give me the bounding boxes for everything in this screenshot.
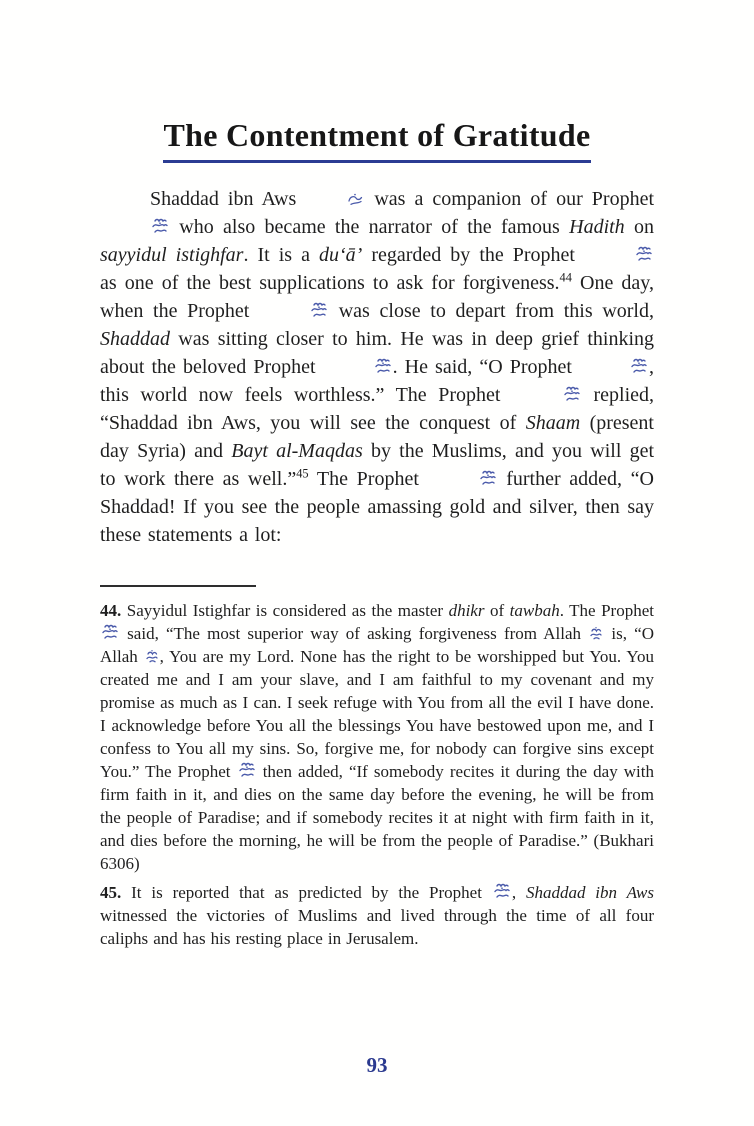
footnote-45: 45. It is reported that as predicted by the Prophet , Shaddad ibn Aws witnessed the victories of Muslims and lived through the time of all four caliphs and has his resting place in Jerusalem. [100, 882, 654, 948]
saw-honorific-icon [493, 882, 511, 901]
saw-honorific-icon [101, 217, 169, 236]
saw-honorific-icon [101, 623, 119, 642]
saw-honorific-icon [324, 357, 392, 376]
page-number: 93 [366, 1053, 388, 1077]
footnote-44: 44. Sayyidul Istighfar is considered as the master dhikr of tawbah. The Prophet said, “The most superior way of asking forgiveness from Allah is, “O Allah , You are my Lord. None has the right to be worshipped but You. You created me and I am your slave, and I am faithful to my covenant and my promise as much as I can. I seek refuge with You from all the evil I have done. I acknowledge before You all the blessings You have bestowed upon me, and I confess to You all my sins. So, forgive me, for nobody can forgive sins except You.” The Prophet then added, “If somebody recites it during the day with firm faith in it, and dies on the same day before the evening, he will be from the people of Paradise; and if somebody recites it at night with firm faith in it, and dies before the morning, he will be from the people of Paradise.” (Bukhari 6306) [100, 600, 654, 873]
ra-honorific-icon [297, 192, 364, 207]
swt-honorific-icon [589, 626, 603, 641]
saw-honorific-icon [585, 245, 653, 264]
chapter-header [100, 118, 654, 163]
saw-honorific-icon [513, 385, 581, 404]
body-paragraph: Shaddad ibn Aws was a companion of our Prophet who also became the narrator of the famous Hadith on sayyidul istighfar. It is a du‘ā’ regarded by the Prophet as one of the best supplications to ask for forgiveness.$^{44}$ One day, when the Prophet was close to depart from this world, Shaddad was sitting closer to him. He was in deep grief thinking about the beloved Prophet . He said, “O Prophet , this world now feels worthless.” The Prophet replied, “Shaddad ibn Aws, you will see the conquest of Shaam (present day Syria) and Bayt al-Maqdas by the Muslims, and you will get to work there as well.”$^{45}$ The Prophet further added, “O Shaddad! If you see the people amassing gold and silver, then say these statements a lot: [100, 187, 655, 546]
saw-honorific-icon [238, 761, 256, 780]
saw-honorific-icon [429, 469, 497, 488]
footnote-divider [100, 585, 256, 587]
saw-honorific-icon [580, 357, 648, 376]
swt-honorific-icon [145, 649, 159, 664]
saw-honorific-icon [260, 301, 328, 320]
page-title: The Contentment of Gratitude [163, 118, 590, 163]
